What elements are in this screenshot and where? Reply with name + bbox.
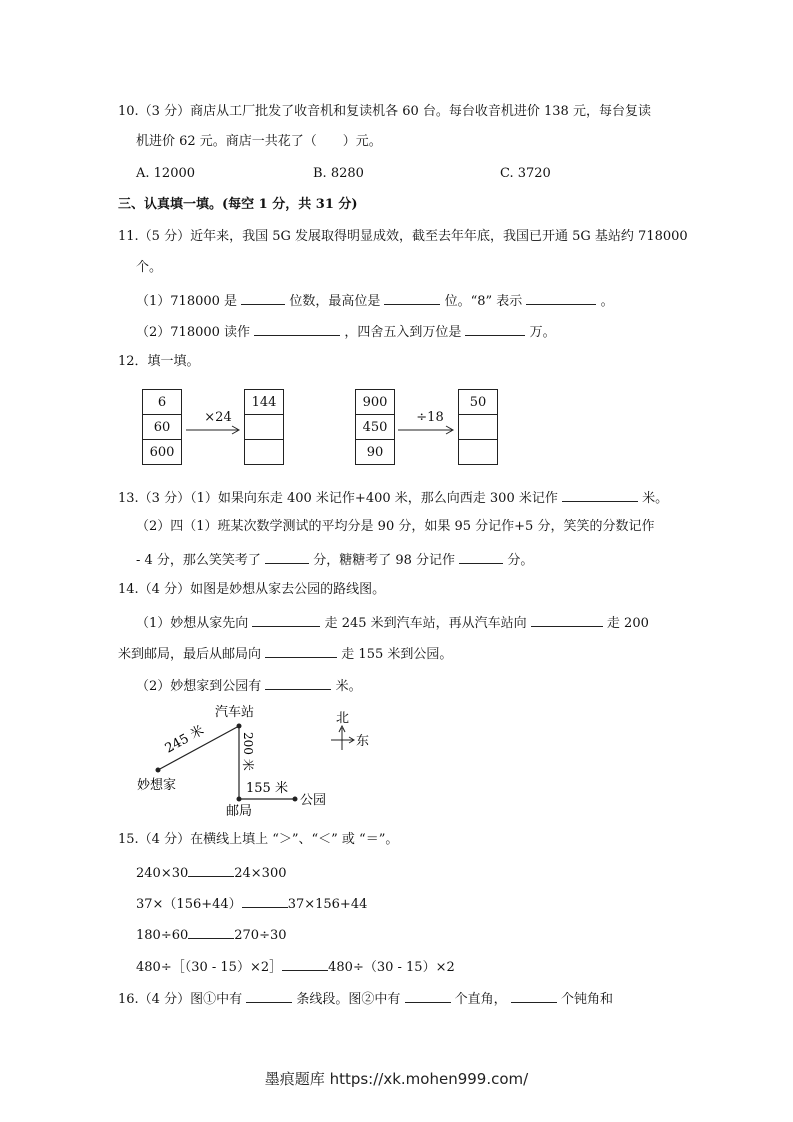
q15-r4-left: 480÷［（30 - 15）×2］ — [136, 960, 283, 975]
q14-l1-text-b: 走 245 米到汽车站，再从汽车站向 — [324, 616, 527, 631]
q14-l3-text-b: 米。 — [335, 679, 362, 694]
q14-route-map — [120, 700, 400, 825]
q15-r1-right: 24×300 — [234, 866, 287, 881]
q14-blank-dir1[interactable] — [252, 612, 320, 627]
q10-option-b: B. 8280 — [313, 166, 364, 181]
q13-blank-tangtang[interactable] — [459, 549, 503, 564]
q15-r2-left: 37×（156+44） — [136, 897, 242, 912]
q14-line2 — [118, 643, 452, 664]
post-office-point — [237, 797, 242, 802]
q11-p1-text-c: 位。“8” 表示 — [444, 294, 523, 309]
q16-text-b: 条线段。图②中有 — [296, 992, 401, 1007]
q16-text-c: 个直角， — [454, 992, 507, 1007]
q14-l1-text-c: 走 200 — [606, 616, 649, 631]
q12-left-out-2[interactable] — [244, 414, 284, 440]
q11-blank-digits[interactable] — [241, 290, 285, 305]
q12-left-out-1: 144 — [244, 389, 284, 415]
q12-left-operator: ×24 — [204, 410, 232, 425]
q14-blank-dir3[interactable] — [265, 643, 337, 658]
q12-left-in-1: 6 — [142, 389, 182, 415]
q13-blank-xiaoxiao[interactable] — [265, 549, 309, 564]
label-post-office: 邮局 — [226, 804, 253, 819]
q11-p2-text-b: ，四舍五入到万位是 — [344, 325, 462, 340]
compass-north-label: 北 — [336, 711, 350, 726]
q14-l2-text-a: 米到邮局，最后从邮局向 — [118, 647, 262, 662]
q11-line1: 11.（5 分）近年来，我国 5G 发展取得明显成效，截至去年年底，我国已开通 5G 基站约 718000 — [118, 229, 688, 244]
label-home: 妙想家 — [137, 778, 177, 793]
q12-right-out-3[interactable] — [458, 439, 498, 465]
label-distance-155: 155 米 — [246, 781, 288, 796]
q15-blank-1[interactable] — [188, 862, 234, 877]
q12-right-out-1: 50 — [458, 389, 498, 415]
q12-right-out-2[interactable] — [458, 414, 498, 440]
q15-r3-left: 180÷60 — [136, 928, 189, 943]
q16-text-a: 16.（4 分）图①中有 — [118, 992, 243, 1007]
q12-right-in-3: 90 — [355, 439, 395, 465]
label-distance-245: 245 米 — [162, 723, 207, 757]
compass-icon — [331, 711, 369, 750]
q15-blank-4[interactable] — [282, 956, 328, 971]
q11-blank-highest[interactable] — [384, 290, 440, 305]
park-point — [293, 797, 298, 802]
label-park: 公园 — [300, 793, 327, 808]
q16-blank-right-angles[interactable] — [405, 988, 451, 1003]
home-point — [156, 768, 161, 773]
q12-right-operator: ÷18 — [416, 410, 444, 425]
q14-line1 — [136, 612, 649, 633]
q11-blank-read[interactable] — [254, 321, 340, 336]
q10-line1: 10.（3 分）商店从工厂批发了收音机和复读机各 60 台。每台收音机进价 138 元，每台复读 — [118, 104, 651, 119]
q11-blank-8-meaning[interactable] — [526, 290, 596, 305]
q15-row-3 — [136, 924, 287, 945]
q15-r4-right: 480÷（30 - 15）×2 — [328, 960, 455, 975]
q13-l1-text-b: 米。 — [642, 491, 669, 506]
q11-p1-text-d: 。 — [600, 294, 614, 309]
q13-l1-text-a: 13.（3 分）（1）如果向东走 400 米记作+400 米，那么向西走 300 米记作 — [118, 491, 558, 506]
q12-right-arrow — [398, 424, 460, 436]
q13-l3-text-a: - 4 分，那么笑笑考了 — [136, 553, 261, 568]
q12-right-in-2: 450 — [355, 414, 395, 440]
q11-p1-text-a: （1）718000 是 — [136, 294, 238, 309]
q15-row-2 — [136, 893, 367, 914]
compass-east-label: 东 — [356, 734, 370, 749]
q11-part1 — [136, 290, 614, 311]
q14-l1-text-a: （1）妙想从家先向 — [136, 616, 249, 631]
bus-station-point — [237, 724, 242, 729]
q13-line2: （2）四（1）班某次数学测试的平均分是 90 分，如果 95 分记作+5 分，笑笑的分数记作 — [136, 519, 655, 534]
q12-left-in-3: 600 — [142, 439, 182, 465]
q13-l3-text-b: 分，糖糖考了 98 分记作 — [313, 553, 456, 568]
q12-left-out-3[interactable] — [244, 439, 284, 465]
q14-blank-dir2[interactable] — [531, 612, 603, 627]
q10-option-c: C. 3720 — [500, 166, 551, 181]
q15-row-4 — [136, 956, 455, 977]
q15-blank-3[interactable] — [188, 924, 234, 939]
q13-blank-west[interactable] — [562, 487, 638, 502]
q12-right-in-1: 900 — [355, 389, 395, 415]
q13-line3 — [136, 549, 533, 570]
q14-l2-text-b: 走 155 米到公园。 — [341, 647, 453, 662]
q15-r3-right: 270÷30 — [234, 928, 287, 943]
q14-blank-total[interactable] — [265, 675, 331, 690]
q15-blank-2[interactable] — [242, 893, 288, 908]
label-distance-200: 200 米 — [241, 732, 255, 771]
q14-title: 14.（4 分）如图是妙想从家去公园的路线图。 — [118, 582, 386, 597]
q16-blank-segments[interactable] — [246, 988, 292, 1003]
q11-p2-text-a: （2）718000 读作 — [136, 325, 251, 340]
section-title: 三、认真填一填。(每空 1 分，共 31 分) — [118, 197, 358, 212]
q14-line3 — [136, 675, 362, 696]
q11-p2-text-c: 万。 — [529, 325, 556, 340]
q13-l3-text-c: 分。 — [507, 553, 534, 568]
q11-p1-text-b: 位数，最高位是 — [289, 294, 381, 309]
q15-row-1 — [136, 862, 287, 883]
q12-left-arrow — [186, 424, 246, 436]
q16-line1 — [118, 988, 613, 1009]
q10-line2: 机进价 62 元。商店一共花了（ ）元。 — [136, 134, 382, 149]
q11-line2: 个。 — [136, 260, 163, 275]
q15-title: 15.（4 分）在横线上填上 “＞”、“＜” 或 “＝”。 — [118, 832, 399, 847]
q15-r2-right: 37×156+44 — [287, 897, 368, 912]
q11-part2 — [136, 321, 556, 342]
q12-left-in-2: 60 — [142, 414, 182, 440]
footer-watermark: 墨痕题库 https://xk.mohen999.com/ — [264, 1070, 529, 1088]
q16-blank-obtuse[interactable] — [511, 988, 557, 1003]
q16-text-d: 个钝角和 — [560, 992, 613, 1007]
q11-blank-round[interactable] — [465, 321, 525, 336]
q14-l3-text-a: （2）妙想家到公园有 — [136, 679, 262, 694]
q12-title: 12．填一填。 — [118, 354, 200, 369]
q10-option-a: A. 12000 — [136, 166, 196, 181]
label-bus-station: 汽车站 — [215, 705, 255, 720]
q13-line1 — [118, 487, 668, 508]
q15-r1-left: 240×30 — [136, 866, 189, 881]
